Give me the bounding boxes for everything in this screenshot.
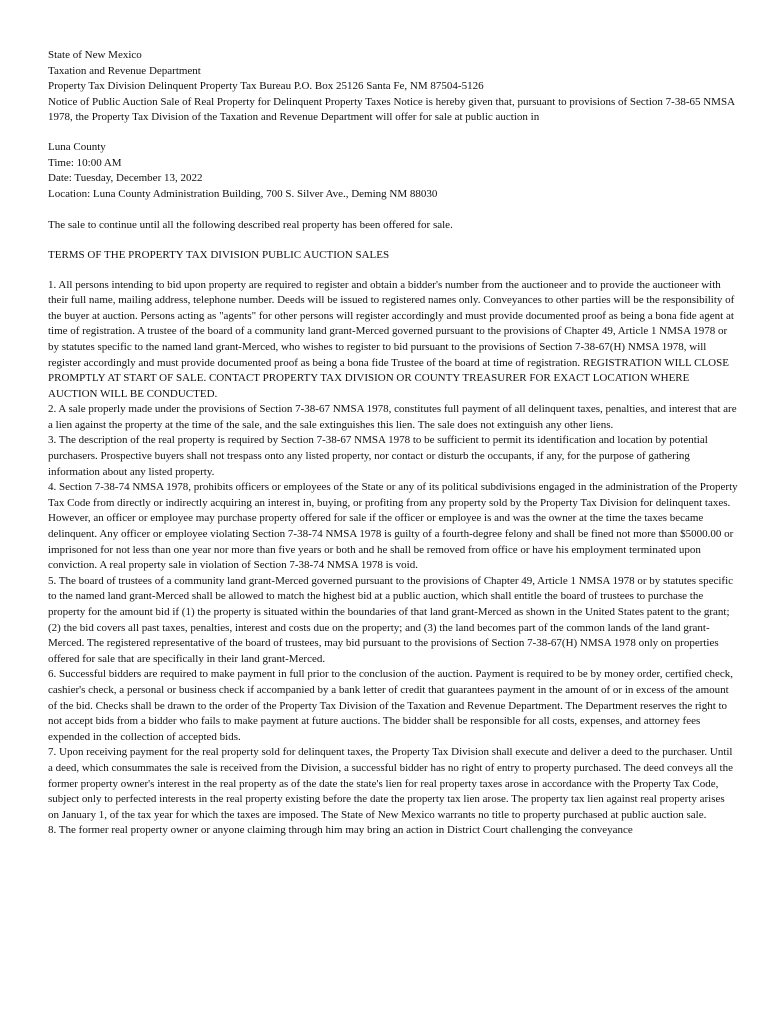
header-state: State of New Mexico bbox=[48, 49, 142, 61]
term-item-1: 1. All persons intending to bid upon property are required to register and obtain a bidder's number from the auctioneer and to provide the auctioneer with their full name, mailing address, telephone number. Deeds will be issued to registered names only. Conveyances to other parties will be the responsibility of the buyer at auction. Persons acting as "agents" for other persons will register accordingly and must provide documented proof as being a bona fide agent at time of registration. A trustee of the board of a community land grant-Merced governed pursuant to the provisions of Chapter 49, Article 1 NMSA 1978 or by statutes specific to the named land grant-Merced, who wishes to register to bid pursuant to the provisions of Section 7-38-67(H) NMSA 1978, will register accordingly and must provide documented proof as being a bona fide Trustee of the board at time of registration. REGISTRATION WILL CLOSE PROMPTLY AT START OF SALE. CONTACT PROPERTY TAX DIVISION OR COUNTY TREASURER FOR EXACT LOCATION WHERE AUCTION WILL BE CONDUCTED. bbox=[48, 278, 735, 400]
term-item-3: 3. The description of the real property is required by Section 7-38-67 NMSA 1978 to be sufficient to permit its identification and location by potential purchasers. Prospective buyers shall not trespass onto any listed property, nor contact or disturb the occupants, if any, for the purpose of gathering information about any listed property. bbox=[48, 434, 708, 478]
spacer bbox=[48, 234, 738, 248]
term-item-7: 7. Upon receiving payment for the real property sold for delinquent taxes, the Property Tax Division shall execute and deliver a deed to the purchaser. Until a deed, which consummates the sale is received from the Division, a successful bidder has no right of entry to property purchased. The deed conveys all the former property owner's interest in the real property as of the date the state's lien for real property taxes arose in accordance with the Property Tax Code, subject only to perfected interests in the real property existing before the date the property tax lien arose. The property tax lien against real property arises on January 1, of the tax year for which the taxes are imposed. The State of New Mexico warrants no title to property purchased at public auction sale. bbox=[48, 746, 733, 821]
sale-date: Date: Tuesday, December 13, 2022 bbox=[48, 172, 203, 185]
sale-county: Luna County bbox=[48, 140, 106, 153]
terms-heading: TERMS OF THE PROPERTY TAX DIVISION PUBLIC AUCTION SALES bbox=[48, 248, 390, 261]
header-department: Taxation and Revenue Department bbox=[48, 64, 201, 77]
spacer bbox=[48, 202, 738, 218]
term-item-5: 5. The board of trustees of a community land grant-Merced governed pursuant to the provisions of Chapter 49, Article 1 NMSA 1978 or by statutes specific to the named land grant-Merced shall be allowed to match the highest bid at a public auction, which shall entitle the board of trustees to purchase the property for the amount bid if (1) the property is situated within the boundaries of that land grant-Merced as shown in the United States patent to the grant; (2) the bid covers all past taxes, penalties, interest and costs due on the property; and (3) the land becomes part of the common lands of the land grant-Merced. The registered representative of the board of trustees, may bid pursuant to the provisions of Section 7-38-67(H) NMSA 1978 only on properties offered for sale that are specifically in their land grant-Merced. bbox=[48, 574, 734, 665]
term-item-4: 4. Section 7-38-74 NMSA 1978, prohibits officers or employees of the State or any of its political subdivisions engaged in the administration of the Property Tax Code from directly or indirectly acquiring an interest in, buying, or profiting from any property sold by the Property Tax Division for delinquent taxes. However, an officer or employee may purchase property offered for sale if the officer or employee is and was the owner at the time the taxes became delinquent. Any officer or employee violating Section 7-38-74 NMSA 1978 is guilty of a fourth-degree felony and shall be fined not more than $5000.00 or imprisoned for not less than one year nor more than five years or both and he shall be removed from office or have his employment terminated upon conviction. A real property sale in violation of Section 7-38-74 NMSA 1978 is void. bbox=[48, 481, 738, 572]
header-bureau: Property Tax Division Delinquent Property Tax Bureau P.O. Box 25126 Santa Fe, NM 87504-5126 bbox=[48, 80, 484, 93]
document-page bbox=[48, 48, 738, 839]
continuation-text: The sale to continue until all the following described real property has been offered for sale. bbox=[48, 219, 453, 232]
term-item-6: 6. Successful bidders are required to make payment in full prior to the conclusion of the auction. Payment is required to be by money order, certified check, cashier's check, a personal or business check if accompanied by a bank letter of credit that guarantees payment in the amount of or in excess of the amount of the bid. Checks shall be drawn to the order of the Property Tax Division of the Taxation and Revenue Department. The Department reserves the right to not accept bids from a bidder who fails to make payment at future auctions. The bidder shall be responsible for all costs, expenses, and attorney fees expended in the collection of accepted bids. bbox=[48, 668, 734, 743]
sale-time: Time: 10:00 AM bbox=[48, 156, 122, 169]
spacer bbox=[48, 264, 738, 278]
sale-location: Location: Luna County Administration Building, 700 S. Silver Ave., Deming NM 88030 bbox=[48, 187, 438, 200]
spacer bbox=[48, 126, 738, 140]
header-notice: Notice of Public Auction Sale of Real Property for Delinquent Property Taxes Notice is hereby given that, pursuant to provisions of Section 7-38-65 NMSA 1978, the Property Tax Division of the Taxation and Revenue Department will offer for sale at public auction in bbox=[48, 95, 735, 124]
term-item-2: 2. A sale properly made under the provisions of Section 7-38-67 NMSA 1978, constitutes full payment of all delinquent taxes, penalties, and interest that are a lien against the property at the time of the sale, and the sale extinguishes this lien. The sale does not extinguish any other liens. bbox=[48, 403, 737, 431]
term-item-8: 8. The former real property owner or anyone claiming through him may bring an action in District Court challenging the conveyance bbox=[48, 824, 633, 837]
